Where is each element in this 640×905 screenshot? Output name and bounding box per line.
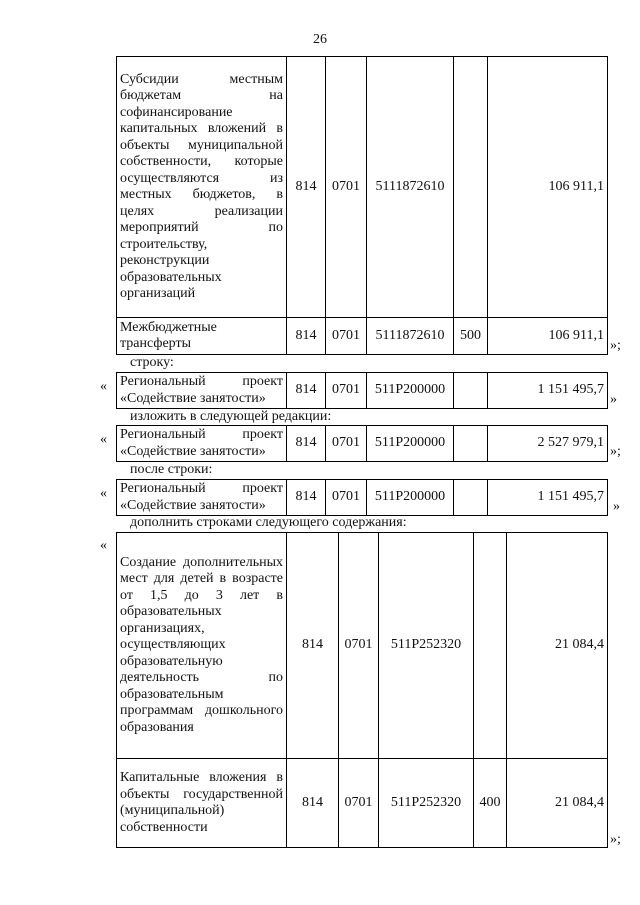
row-amount: 1 151 495,7 xyxy=(488,480,608,516)
row-target: 511P200000 xyxy=(367,426,454,462)
table-row xyxy=(117,318,608,355)
row-target: 511P200000 xyxy=(367,480,454,516)
row-amount: 1 151 495,7 xyxy=(488,373,608,409)
table-row xyxy=(117,759,608,848)
page-number: 26 xyxy=(313,32,327,47)
row-amount: 21 084,4 xyxy=(507,533,608,759)
row-code: 814 xyxy=(287,480,326,516)
row-amount: 2 527 979,1 xyxy=(488,426,608,462)
row-code: 814 xyxy=(287,373,326,409)
row-code: 814 xyxy=(287,57,326,318)
row-section: 0701 xyxy=(326,480,367,516)
table-row xyxy=(117,57,608,318)
row-type: 500 xyxy=(454,318,488,355)
table-row xyxy=(117,480,608,516)
instruction-4: дополнить строками следующего содержания: xyxy=(130,515,407,530)
table-row xyxy=(117,533,608,759)
budget-table-4 xyxy=(116,479,608,516)
row-code: 814 xyxy=(287,318,326,355)
row-target: 511P252320 xyxy=(379,533,474,759)
row-type xyxy=(454,426,488,462)
row-section: 0701 xyxy=(339,533,379,759)
row-section: 0701 xyxy=(326,57,367,318)
row-amount: 21 084,4 xyxy=(507,759,608,848)
row-type xyxy=(474,533,507,759)
row-name: Межбюджетные трансферты xyxy=(117,318,287,355)
row-type: 400 xyxy=(474,759,507,848)
open-quote-2: « xyxy=(100,379,107,394)
row-section: 0701 xyxy=(326,318,367,355)
row-type xyxy=(454,373,488,409)
close-quote-3: »; xyxy=(610,444,621,459)
row-name: Региональный проект «Содействие занятости» xyxy=(117,373,287,409)
budget-table-5 xyxy=(116,532,608,848)
close-quote-2: » xyxy=(610,392,617,407)
row-section: 0701 xyxy=(339,759,379,848)
row-target: 5111872610 xyxy=(367,318,454,355)
row-type xyxy=(454,480,488,516)
open-quote-5: « xyxy=(100,538,107,553)
row-target: 511P200000 xyxy=(367,373,454,409)
close-quote-1: »; xyxy=(610,338,621,353)
row-section: 0701 xyxy=(326,426,367,462)
row-code: 814 xyxy=(287,426,326,462)
table-row xyxy=(117,426,608,462)
row-amount: 106 911,1 xyxy=(488,57,608,318)
close-quote-5: »; xyxy=(610,832,621,847)
open-quote-4: « xyxy=(100,486,107,501)
budget-table-1 xyxy=(116,56,608,355)
row-name: Субсидии местным бюджетам на софинансирование капитальных вложений в объекты муниципальной собственности, которые осуществляются из местных бюджетов, в целях реализации мероприятий по строительству, реконструкции образовательных организаций xyxy=(117,57,287,318)
close-quote-4: » xyxy=(613,499,620,514)
row-amount: 106 911,1 xyxy=(488,318,608,355)
table-row xyxy=(117,373,608,409)
instruction-3: после строки: xyxy=(130,462,213,477)
budget-table-3 xyxy=(116,425,608,462)
row-name: Капитальные вложения в объекты государственной (муниципальной) собственности xyxy=(117,759,287,848)
row-target: 511P252320 xyxy=(379,759,474,848)
row-target: 5111872610 xyxy=(367,57,454,318)
row-name: Создание дополнительных мест для детей в возрасте от 1,5 до 3 лет в образовательных организациях, осуществляющих образовательную деятельность по образовательным программам дошкольного образования xyxy=(117,533,287,759)
open-quote-3: « xyxy=(100,432,107,447)
instruction-2: изложить в следующей редакции: xyxy=(130,409,332,424)
row-code: 814 xyxy=(287,533,339,759)
row-name: Региональный проект «Содействие занятости» xyxy=(117,480,287,516)
budget-table-2 xyxy=(116,372,608,409)
row-section: 0701 xyxy=(326,373,367,409)
row-type xyxy=(454,57,488,318)
instruction-1: строку: xyxy=(130,355,174,370)
row-code: 814 xyxy=(287,759,339,848)
row-name: Региональный проект «Содействие занятости» xyxy=(117,426,287,462)
